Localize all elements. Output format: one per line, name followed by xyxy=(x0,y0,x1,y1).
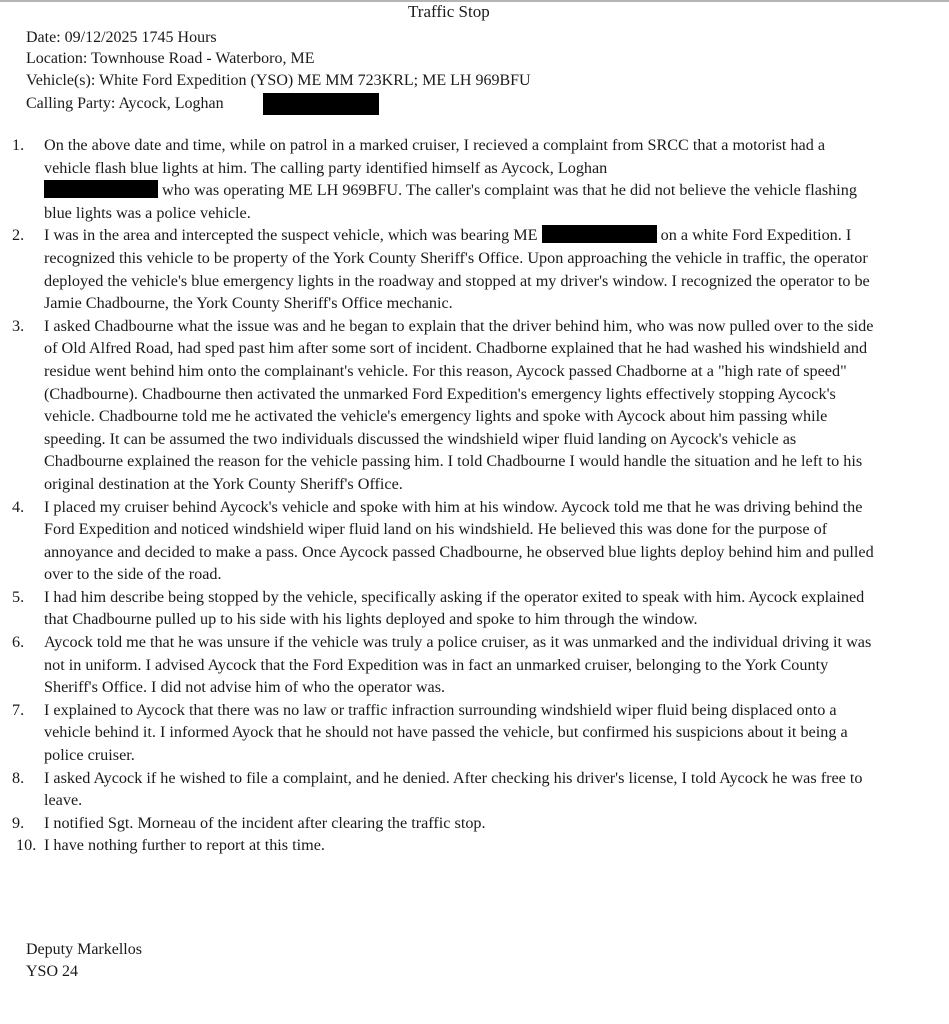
signature-unit: YSO 24 xyxy=(26,963,79,980)
item-text: I had him describe being stopped by the vehicle, specifically asking if the operator exited to speak with him. Aycock explained that Chadbourne pulled up to his side with his lights deployed and spoke to him through the window. xyxy=(44,587,865,629)
redaction-box xyxy=(44,180,158,198)
item-text-part-a: On the above date and time, while on patrol in a marked cruiser, I recieved a complaint from SRCC that a motorist had a vehicle flash blue lights at him. The calling party identified himself as Aycock, Loghan xyxy=(44,136,826,177)
item-text: I placed my cruiser behind Aycock's vehicle and spoke with him at his window. Aycock told me that he was driving behind the Ford Expedition and noticed windshield wiper fluid land on his windshield. He believed this was done for the purpose of annoyance and decided to make a pass. Once Aycock passed Chadbourne, he observed blue lights deploy behind him and pulled over to the side of the road. xyxy=(44,497,874,584)
vehicles-line: Vehicle(s): White Ford Expedition (YSO) ME MM 723KRL; ME LH 969BFU xyxy=(26,72,531,89)
report-item-list xyxy=(0,134,949,857)
item-number: 6. xyxy=(12,633,25,652)
item-text: I asked Aycock if he wished to file a complaint, and he denied. After checking his driver's license, I told Aycock he was free to leave. xyxy=(44,768,863,810)
item-number: 2. xyxy=(12,226,25,245)
item-text: Aycock told me that he was unsure if the vehicle was truly a police cruiser, as it was unmarked and the individual driving it was not in uniform. I advised Aycock that the Ford Expedition was in fact an unmarked cruiser, belonging to the York County Sheriff's Office. I did not advise him of who the operator was. xyxy=(44,633,872,697)
item-number: 4. xyxy=(12,497,25,516)
item-number: 9. xyxy=(12,813,25,832)
report-item xyxy=(0,834,874,857)
item-text-part-b: who was operating ME LH 969BFU. The caller's complaint was that he did not believe the vehicle flashing blue lights was a police vehicle. xyxy=(44,181,857,222)
item-number: 1. xyxy=(12,136,25,154)
signature-name: Deputy Markellos xyxy=(26,941,142,958)
item-text-part-a: I was in the area and intercepted the suspect vehicle, which was bearing ME xyxy=(44,226,538,245)
redaction-box xyxy=(542,225,657,243)
item-number: 5. xyxy=(12,587,25,606)
item-text-part-b: on a white Ford Expedition. I recognized this vehicle to be property of the York County Sheriff's Office. Upon approaching the vehicle in traffic, the operator deployed the vehicle's blue emergency lights in the roadway and stopped at my driver's window. I recognized the operator to be Jamie Chadbourne, the York County Sheriff's Office mechanic. xyxy=(44,226,870,313)
report-title: Traffic Stop xyxy=(408,2,490,21)
item-number: 3. xyxy=(12,316,25,335)
item-text: I notified Sgt. Morneau of the incident after clearing the traffic stop. xyxy=(44,813,486,832)
report-item xyxy=(0,767,874,812)
report-item xyxy=(0,699,874,767)
item-text: I have nothing further to report at this time. xyxy=(44,836,325,855)
report-item xyxy=(0,315,874,496)
report-item xyxy=(0,586,874,631)
calling-party-line: Calling Party: Aycock, Loghan xyxy=(26,95,224,112)
item-number: 8. xyxy=(12,768,25,787)
item-number: 10. xyxy=(16,836,37,855)
item-number: 7. xyxy=(12,700,25,719)
report-item xyxy=(0,496,874,586)
report-item xyxy=(0,812,874,835)
item-text: I asked Chadbourne what the issue was and he began to explain that the driver behind him, who was now pulled over to the side of Old Alfred Road, had sped past him after some sort of incident. Chadborne explained that he had washed his windshield and residue went behind him onto the complainant's vehicle. For this reason, Aycock passed Chadborne at a "high rate of speed" (Chadbourne). Chadbourne then activated the unmarked Ford Expedition's emergency lights effectively stopping Aycock's vehicle. Chadbourne told me he activated the vehicle's emergency lights and spoke with Aycock about him passing while speeding. It can be assumed the two individuals discussed the windshield wiper fluid landing on Aycock's vehicle as Chadbourne explained the reason for the vehicle passing him. I told Chadbourne I would handle the situation and he left to his original destination at the York County Sheriff's Office. xyxy=(44,316,874,493)
redaction-box xyxy=(263,93,379,115)
date-line: Date: 09/12/2025 1745 Hours xyxy=(26,29,217,46)
report-item xyxy=(0,631,874,699)
report-item xyxy=(0,224,874,314)
report-item xyxy=(0,134,874,224)
location-line: Location: Townhouse Road - Waterboro, ME xyxy=(26,50,315,67)
item-text: I explained to Aycock that there was no law or traffic infraction surrounding windshield wiper fluid being displaced onto a vehicle behind it. I informed Ayock that he should not have passed the vehicle, but confirmed his suspicions about it being a police cruiser. xyxy=(44,700,848,765)
